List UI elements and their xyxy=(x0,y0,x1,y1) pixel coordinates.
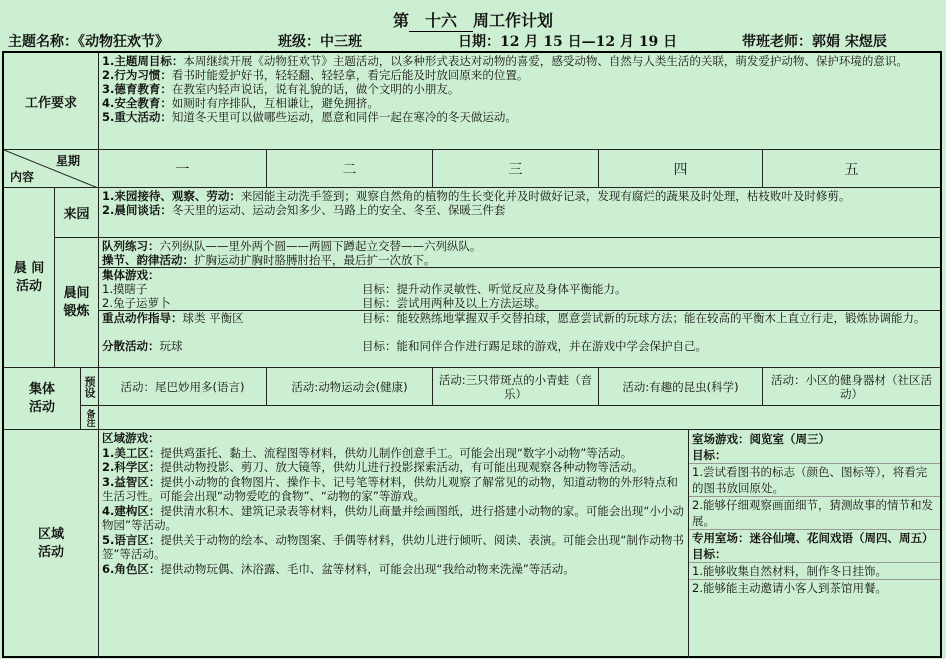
teacher-label: 带班老师： xyxy=(742,34,812,50)
game-row: 1.摸瞎子 目标：提升动作灵敏性、听觉反应及身体平衡能力。 xyxy=(102,282,627,296)
day-thursday: 四 xyxy=(598,149,762,187)
date-label: 日期： xyxy=(458,34,500,50)
zone-item: 2.科学区：提供动物投影、剪刀、放大镜等，供幼儿进行投影探索活动，有可能出现观察各种动物等活动。 xyxy=(102,460,644,474)
req-item: 2.行为习惯：看书时能爱护好书，轻轻翻、轻轻拿，看完后能及时放回原来的位置。 xyxy=(102,68,529,82)
theme-field xyxy=(8,31,169,51)
req-item: 1.主题周目标：本周继续开展《动物狂欢节》主题活动，以多种形式表达对动物的喜爱，感受动物、自然与人类生活的关联，萌发爱护动物、保护环境的意识。 xyxy=(102,54,908,68)
activity-monday: 活动：尾巴妙用多(语言) xyxy=(98,367,266,405)
room1-goal: 2.能够仔细观察画面细节，猜测故事的情节和发展。 xyxy=(689,496,940,529)
zone-item: 1.美工区：提供鸡蛋托、黏土、流程图等材料，供幼儿制作创意手工。可能会出现“数字小动物”等活动。 xyxy=(102,445,633,460)
work-requirements-label: 工作要求 xyxy=(24,95,77,111)
day-wednesday: 三 xyxy=(432,149,598,187)
activity-thursday: 活动:有趣的昆虫(科学) xyxy=(598,367,762,405)
class-field xyxy=(278,31,362,51)
preset-label: 预设 xyxy=(80,367,98,405)
arrival-line: 2.晨间谈话：冬天里的运动、运动会知多少、马路上的安全、冬至、保暖三件套 xyxy=(102,203,506,217)
day-monday: 一 xyxy=(98,149,266,187)
arrival-label: 来园 xyxy=(54,187,98,237)
games-title: 集体游戏： xyxy=(102,268,160,282)
group-activity-label: 集体 活动 xyxy=(4,367,80,429)
date-field xyxy=(458,31,677,51)
zone-item: 5.语言区：提供关于动物的绘本、动物图案、手偶等材料，供幼儿进行倾听、阅读、表演。可能会出现“制作动物书签”等活动。 xyxy=(102,532,684,561)
arrival-content xyxy=(98,187,940,237)
arrival-line: 1.来园接待、观察、劳动：来园能主动洗手签到；观察自然角的植物的生长变化并及时做好记录，发现有腐烂的蔬果及时处理，枯枝败叶及时修剪。 xyxy=(102,189,851,203)
games-section xyxy=(99,267,940,310)
zone-item: 4.建构区：提供清水积木、建筑记录表等材料，供幼儿商量并绘画图纸，进行搭建小动物的家。可能会出现“小小动物园”等活动。 xyxy=(102,503,684,532)
teacher-field xyxy=(742,31,887,51)
req-item: 3.德育教育：在教室内轻声说话，说有礼貌的话，做个文明的小朋友。 xyxy=(102,82,460,96)
morning-activity-label: 晨 间 活动 xyxy=(4,187,54,367)
title-prefix: 第 xyxy=(392,11,409,30)
activity-notes xyxy=(98,405,940,429)
activity-wednesday: 活动:三只带斑点的小青蛙（音乐） xyxy=(432,367,598,405)
theme-value: 《动物狂欢节》 xyxy=(78,34,169,50)
room2-goal: 2.能够能主动邀请小客人到茶馆用餐。 xyxy=(689,579,940,596)
activity-friday: 活动：小区的健身器材（社区活动） xyxy=(762,367,940,405)
room1-goal-label: 目标： xyxy=(692,448,727,462)
weekday-corner xyxy=(4,149,98,187)
corner-week-label: 星期 xyxy=(55,154,80,168)
area-title: 区域游戏： xyxy=(102,431,160,445)
area-activity-label: 区域 活动 xyxy=(4,429,98,658)
room2-title: 专用室场：迷谷仙境、花间戏语（周四、周五） xyxy=(689,529,940,546)
room1-goal: 1.尝试看图书的标志（颜色、图标等），将看完的图书放回原处。 xyxy=(689,463,940,496)
game-row: 2.兔子运萝卜 目标：尝试用两种及以上方法运球。 xyxy=(102,296,546,310)
day-tuesday: 二 xyxy=(266,149,432,187)
zone-item: 3.益智区：提供小动物的食物图片、操作卡、记号笔等材料，供幼儿观察了解常见的动物，知道动物的外形特点和生活习性。可能会出现“动物爱吃的食物”、“动物的家”等游戏。 xyxy=(102,474,678,503)
exercise-content xyxy=(98,237,940,367)
week-number: 十六 xyxy=(409,8,473,32)
title-suffix: 周工作计划 xyxy=(473,11,554,30)
corner-content-label: 内容 xyxy=(10,170,35,184)
focus-title: 重点动作指导：球类 平衡区 xyxy=(102,311,244,325)
activity-tuesday: 活动:动物运动会(健康) xyxy=(266,367,432,405)
class-label: 班级： xyxy=(278,34,320,50)
area-zones-content xyxy=(98,429,688,658)
date-value: 12 月 15 日—12 月 19 日 xyxy=(500,34,678,50)
room1-title: 室场游戏：阅览室（周三） xyxy=(692,432,830,446)
day-friday: 五 xyxy=(762,149,940,187)
note-label: 备注 xyxy=(80,405,98,429)
class-value: 中三班 xyxy=(320,34,362,50)
group-row: 分散活动：玩球 目标：能和同伴合作进行踢足球的游戏，并在游戏中学会保护自己。 xyxy=(102,339,707,353)
room2-goal-label: 目标： xyxy=(692,547,727,561)
req-item: 5.重大活动：知道冬天里可以做哪些运动，愿意和同伴一起在寒冷的冬天做运动。 xyxy=(102,110,517,124)
plan-table xyxy=(2,51,942,658)
focus-goal: 目标：能较熟练地掌握双手交替拍球，愿意尝试新的玩球方法；能在较高的平衡木上直立行走，锻炼协调能力。 xyxy=(362,311,926,325)
zone-item: 6.角色区：提供动物玩偶、沐浴露、毛巾、盆等材料，可能会出现“我给动物来洗澡”等活动。 xyxy=(102,561,575,576)
rhythm-line: 操节、韵律活动：扩胸运动扩胸时胳膊肘抬平，最后扩一次放下。 xyxy=(102,253,436,267)
formation-line: 队列练习：六列纵队——里外两个圆——两圆下蹲起立交替——六列纵队。 xyxy=(102,239,482,253)
theme-label: 主题名称： xyxy=(8,34,78,50)
page-title xyxy=(0,8,946,32)
room-games-content xyxy=(688,429,940,658)
work-requirements-content xyxy=(98,53,940,149)
focus-section xyxy=(99,310,940,339)
exercise-label: 晨间 锻炼 xyxy=(54,237,98,367)
teacher-value: 郭娟 宋煜辰 xyxy=(812,34,887,50)
req-item: 4.安全教育：如厕时有序排队，互相谦让，避免拥挤。 xyxy=(102,96,379,110)
room2-goal: 1.能够收集自然材料，制作冬日挂饰。 xyxy=(689,562,940,579)
